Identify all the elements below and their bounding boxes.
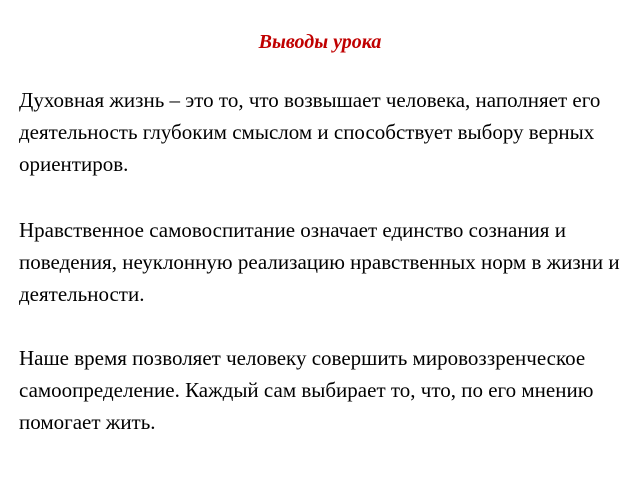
paragraph-worldview: Наше время позволяет человеку совершить мировоззренческое самоопределение. Каждый сам выбирает то, что, по его мнению помогает жить. [19,346,594,434]
slide-title: Выводы урока [258,31,382,53]
paragraph-self-education: Нравственное самовоспитание означает единство сознания и поведения, неуклонную реализацию нравственных норм в жизни и деятельности. [19,218,620,306]
paragraph-spiritual-life: Духовная жизнь – это то, что возвышает человека, наполняет его деятельность глубоким смыслом и способствует выбору верных ориентиров. [19,88,601,176]
